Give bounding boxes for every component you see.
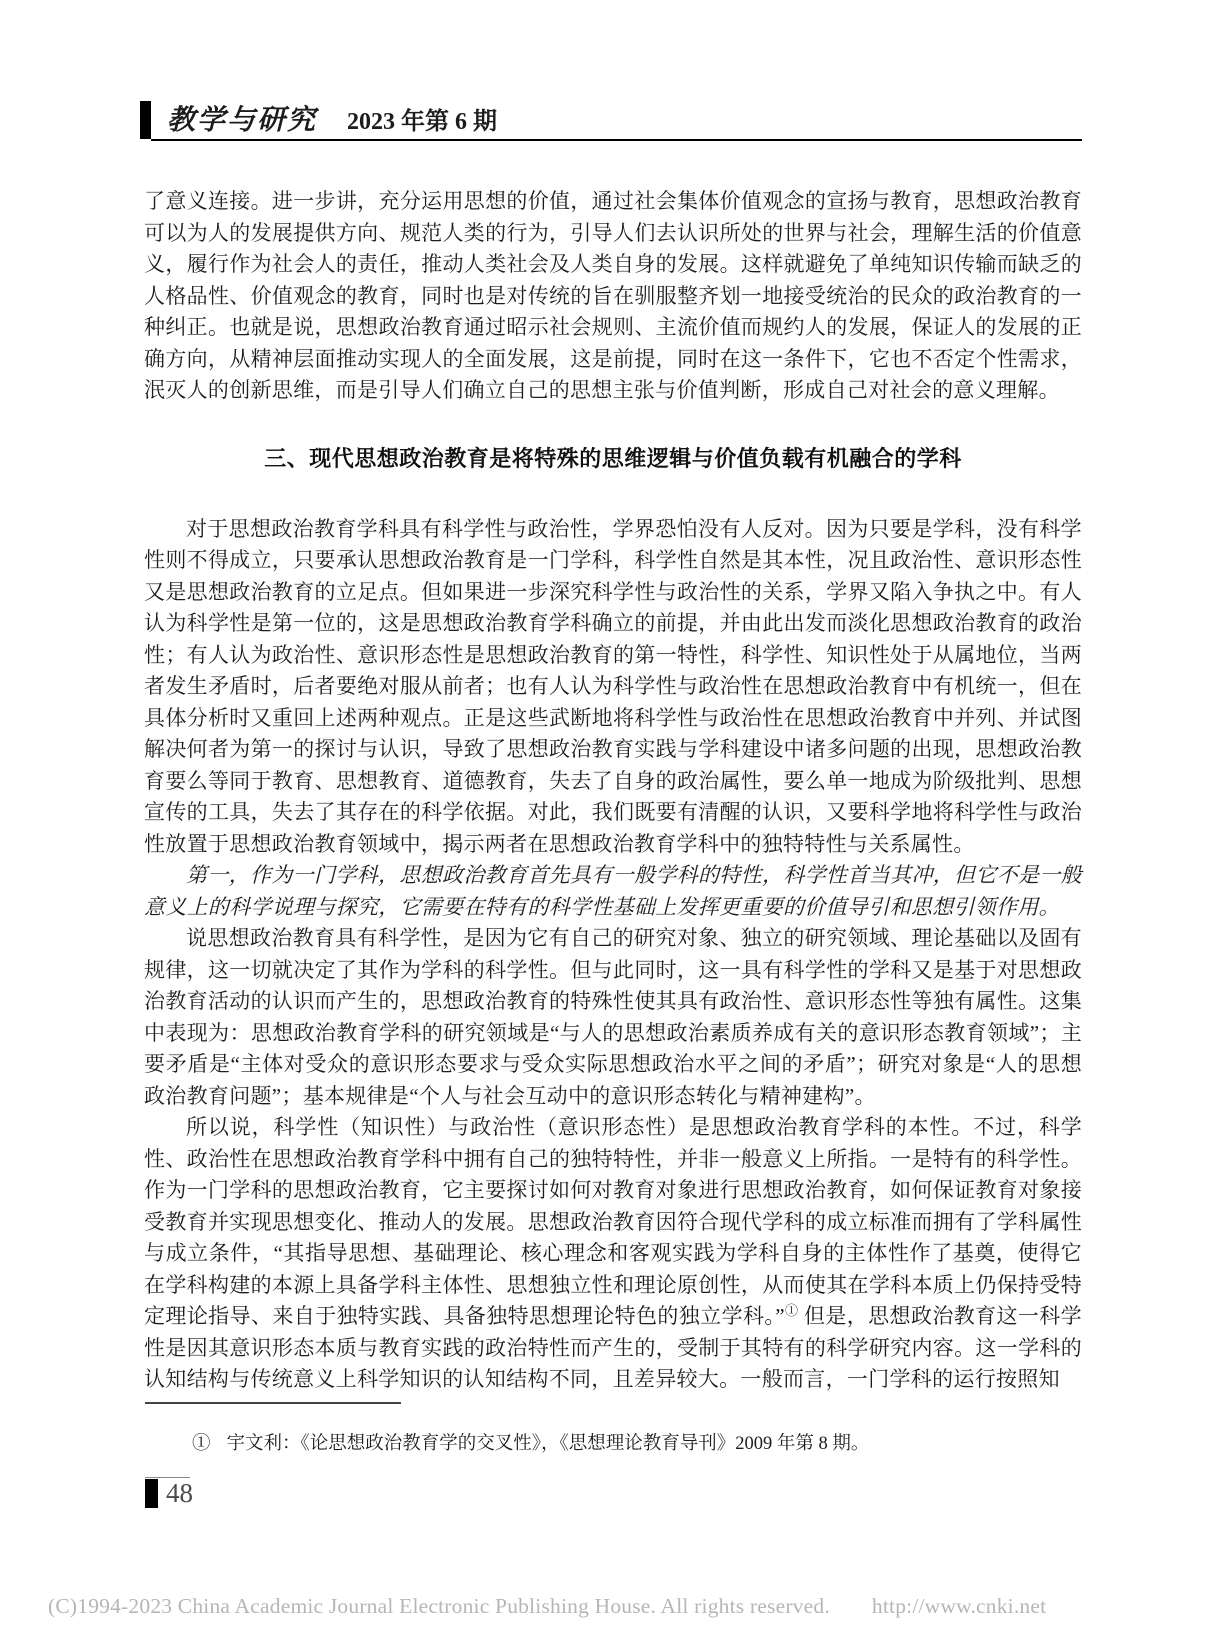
page-footer <box>48 1594 1046 1619</box>
footer-copyright: (C)1994-2023 China Academic Journal Electronic Publishing House. All rights reserved. <box>48 1594 830 1618</box>
issue-label: 2023 年第 6 期 <box>347 109 498 135</box>
footnote-text: 宇文利：《论思想政治教育学的交叉性》，《思想理论教育导刊》2009 年第 8 期。 <box>226 1434 870 1454</box>
journal-title: 教学与研究 <box>167 105 318 136</box>
paragraph <box>144 1112 1082 1396</box>
footer-url: http://www.cnki.net <box>871 1594 1047 1618</box>
page-number-block <box>145 1477 193 1508</box>
article-body <box>144 186 1082 1396</box>
footnote <box>144 1430 1084 1458</box>
header-divider <box>151 139 1082 141</box>
header-accent-bar-icon <box>140 101 151 139</box>
paragraph: 对于思想政治教育学科具有科学性与政治性，学界恐怕没有人反对。因为只要是学科，没有科学性则不得成立，只要承认思想政治教育是一门学科，科学性自然是其本性，况且政治性、意识形态性又是思想政治教育的立足点。但如果进一步深究科学性与政治性的关系，学界又陷入争执之中。有人认为科学性是第一位的，这是思想政治教育学科确立的前提，并由此出发而淡化思想政治教育的政治性；有人认为政治性、意识形态性是思想政治教育的第一特性，科学性、知识性处于从属地位，当两者发生矛盾时，后者要绝对服从前者；也有人认为科学性与政治性在思想政治教育中有机统一，但在具体分析时又重回上述两种观点。正是这些武断地将科学性与政治性在思想政治教育中并列、并试图解决何者为第一的探讨与认识，导致了思想政治教育实践与学科建设中诸多问题的出现，思想政治教育要么等同于教育、思想教育、道德教育，失去了自身的政治属性，要么单一地成为阶级批判、思想宣传的工具，失去了其存在的科学依据。对此，我们既要有清醒的认识，又要科学地将科学性与政治性放置于思想政治教育领域中，揭示两者在思想政治教育学科中的独特特性与关系属性。 <box>144 516 1082 856</box>
page-number-bar-icon <box>145 1479 158 1508</box>
page-number: 48 <box>166 1478 193 1508</box>
footnote-reference: ① <box>784 1303 799 1318</box>
footnote-divider <box>145 1402 401 1404</box>
paragraph-text: 但是，思想政治教育这一科学性是因其意识形态本质与教育实践的政治特性而产生的，受制于其特有的科学研究内容。这一学科的认知结构与传统意义上科学知识的认知结构不同，且差异较大。一般而言，一门学科的运行按照知 <box>144 1304 1082 1391</box>
page-header <box>140 101 497 139</box>
paragraph-emphasis: 第一，作为一门学科，思想政治教育首先具有一般学科的特性，科学性首当其冲，但它不是一般意义上的科学说理与探究，它需要在特有的科学性基础上发挥更重要的价值导引和思想引领作用。 <box>144 863 1082 919</box>
section-heading: 三、现代思想政治教育是将特殊的思维逻辑与价值负载有机融合的学科 <box>264 445 962 471</box>
footnote-marker: ① <box>192 1434 211 1454</box>
paragraph: 说思想政治教育具有科学性，是因为它有自己的研究对象、独立的研究领域、理论基础以及固有规律，这一切就决定了其作为学科的科学性。但与此同时，这一具有科学性的学科又是基于对思想政治教育活动的认识而产生的，思想政治教育的特殊性使其具有政治性、意识形态性等独有属性。这集中表现为：思想政治教育学科的研究领域是“与人的思想政治素质养成有关的意识形态教育领域”；主要矛盾是“主体对受众的意识形态要求与受众实际思想政治水平之间的矛盾”；研究对象是“人的思想政治教育问题”；基本规律是“个人与社会互动中的意识形态转化与精神建构”。 <box>144 926 1082 1108</box>
paragraph-text: 所以说，科学性（知识性）与政治性（意识形态性）是思想政治教育学科的本性。不过，科学性、政治性在思想政治教育学科中拥有自己的独特特性，并非一般意义上所指。一是特有的科学性。作为一门学科的思想政治教育，它主要探讨如何对教育对象进行思想政治教育，如何保证教育对象接受教育并实现思想变化、推动人的发展。思想政治教育因符合现代学科的成立标准而拥有了学科属性与成立条件，“其指导思想、基础理论、核心理念和客观实践为学科自身的主体性作了基奠，使得它在学科构建的本源上具备学科主体性、思想独立性和理论原创性，从而使其在学科本质上仍保持受特定理论指导、来自于独特实践、具备独特思想理论特色的独立学科。” <box>144 1115 1082 1328</box>
paragraph: 了意义连接。进一步讲，充分运用思想的价值，通过社会集体价值观念的宣扬与教育，思想政治教育可以为人的发展提供方向、规范人类的行为，引导人们去认识所处的世界与社会，理解生活的价值意义，履行作为社会人的责任，推动人类社会及人类自身的发展。这样就避免了单纯知识传输而缺乏的人格品性、价值观念的教育，同时也是对传统的旨在驯服整齐划一地接受统治的民众的政治教育的一种纠正。也就是说，思想政治教育通过昭示社会规则、主流价值而规约人的发展，保证人的发展的正确方向，从精神层面推动实现人的全面发展，这是前提，同时在这一条件下，它也不否定个性需求，泯灭人的创新思维，而是引导人们确立自己的思想主张与价值判断，形成自己对社会的意义理解。 <box>144 189 1082 402</box>
